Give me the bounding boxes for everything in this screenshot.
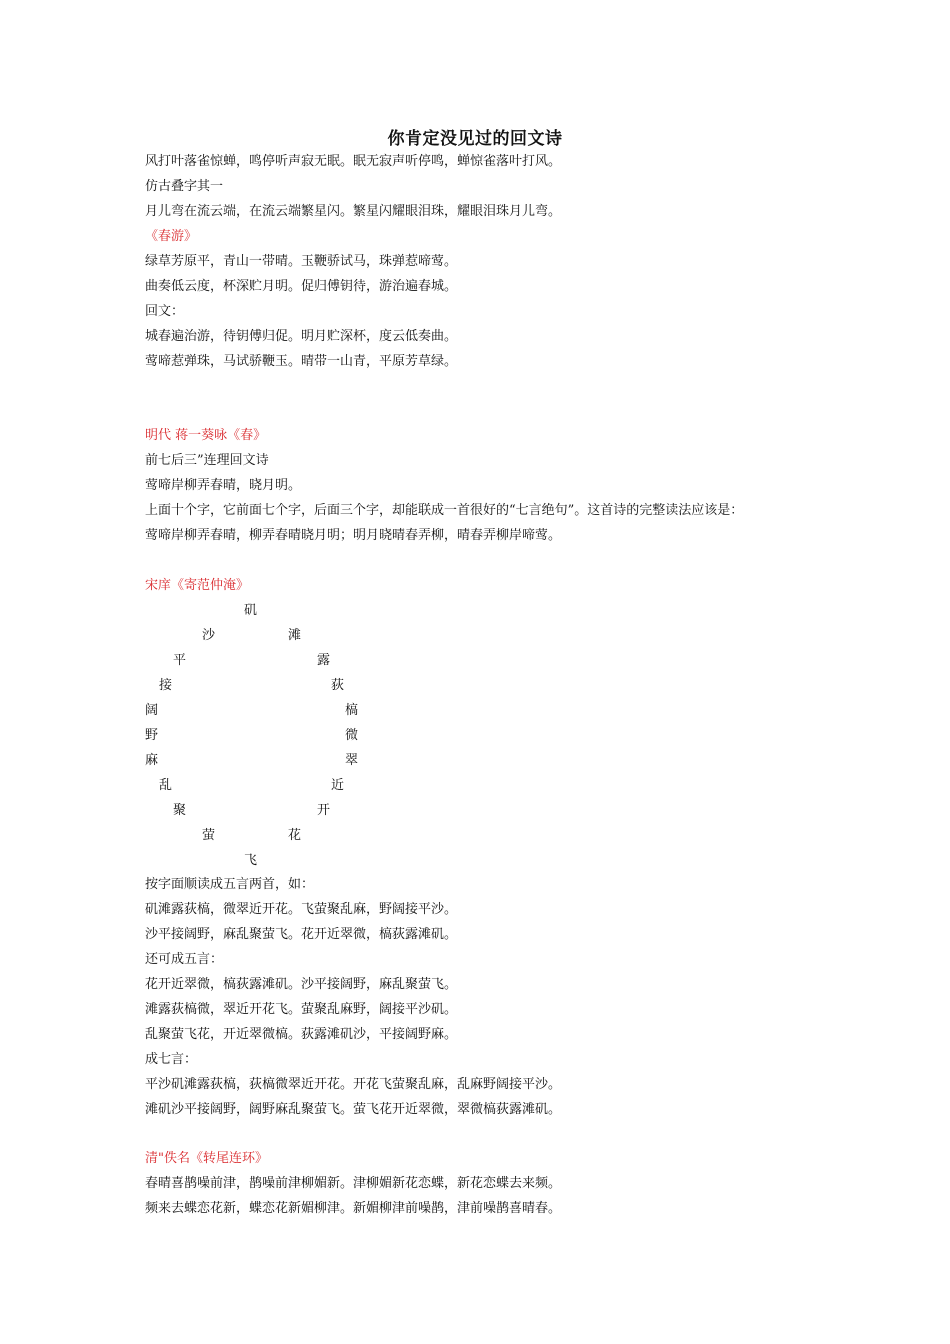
ring-char: 接 — [159, 678, 173, 693]
poem-line: 莺啼岸柳弄春晴，晓月明。 — [145, 478, 302, 493]
section-heading-red: 清"佚名《转尾连环》 — [145, 1151, 268, 1166]
poem-line: 矶滩露荻槁，微翠近开花。飞萤聚乱麻，野阔接平沙。 — [145, 902, 458, 917]
poem-line: 风打叶落雀惊蝉，鸣停听声寂无眠。眠无寂声听停鸣，蝉惊雀落叶打风。 — [145, 154, 562, 169]
ring-char: 滩 — [288, 628, 302, 643]
ring-char: 聚 — [173, 803, 187, 818]
poem-line: 莺啼岸柳弄春晴，柳弄春晴晓月明；明月晓晴春弄柳，晴春弄柳岸啼莺。 — [145, 528, 562, 543]
document-title: 你肯定没见过的回文诗 — [387, 129, 563, 149]
poem-line: 月儿弯在流云端，在流云端繁星闪。繁星闪耀眼泪珠，耀眼泪珠月儿弯。 — [145, 204, 562, 219]
ring-char: 阔 — [145, 703, 159, 718]
poem-line: 平沙矶滩露荻槁，荻槁微翠近开花。开花飞萤聚乱麻，乱麻野阔接平沙。 — [145, 1077, 562, 1092]
ring-char: 飞 — [244, 853, 258, 868]
section-heading-red: 宋庠《寄范仲淹》 — [145, 578, 250, 593]
poem-line: 滩露荻槁微，翠近开花飞。萤聚乱麻野，阔接平沙矶。 — [145, 1002, 458, 1017]
ring-char: 荻 — [331, 678, 345, 693]
ring-char: 沙 — [202, 628, 216, 643]
ring-char: 微 — [345, 728, 359, 743]
label-line: 还可成五言： — [145, 952, 224, 967]
poem-line: 滩矶沙平接阔野，阔野麻乱聚萤飞。萤飞花开近翠微，翠微槁荻露滩矶。 — [145, 1102, 562, 1117]
ring-char: 矶 — [244, 603, 258, 618]
ring-char: 萤 — [202, 828, 216, 843]
ring-char: 露 — [317, 653, 331, 668]
poem-line: 花开近翠微，槁荻露滩矶。沙平接阔野，麻乱聚萤飞。 — [145, 977, 458, 992]
poem-line: 莺啼惹弹珠，马试骄鞭玉。晴带一山青，平原芳草绿。 — [145, 354, 458, 369]
section-heading-red: 明代 蒋一葵咏《春》 — [145, 428, 267, 443]
ring-char: 平 — [173, 653, 187, 668]
explanation-line: 上面十个字，它前面七个字，后面三个字，却能联成一首很好的“七言绝句”。这首诗的完整读法应该是： — [145, 503, 744, 518]
subheading: 前七后三”连理回文诗 — [145, 453, 269, 468]
label-line: 按字面顺读成五言两首，如： — [145, 877, 315, 892]
ring-char: 开 — [317, 803, 331, 818]
poem-line: 频来去蝶恋花新，蝶恋花新媚柳津。新媚柳津前噪鹊，津前噪鹊喜晴春。 — [145, 1201, 562, 1216]
poem-line: 乱聚萤飞花，开近翠微槁。荻露滩矶沙，平接阔野麻。 — [145, 1027, 458, 1042]
poem-line: 曲奏低云度，杯深贮月明。促归傅钥待，游治遍春城。 — [145, 279, 458, 294]
ring-char: 乱 — [159, 778, 173, 793]
ring-char: 花 — [288, 828, 302, 843]
ring-char: 近 — [331, 778, 345, 793]
section-heading-red: 《春游》 — [145, 229, 198, 244]
subheading: 仿古叠字其一 — [145, 179, 224, 194]
poem-line: 沙平接阔野，麻乱聚萤飞。花开近翠微，槁荻露滩矶。 — [145, 927, 458, 942]
ring-char: 麻 — [145, 753, 159, 768]
label-line: 成七言： — [145, 1052, 198, 1067]
ring-char: 野 — [145, 728, 159, 743]
poem-line: 春晴喜鹊噪前津，鹊噪前津柳媚新。津柳媚新花恋蝶，新花恋蝶去来频。 — [145, 1176, 562, 1191]
poem-line: 绿草芳原平，青山一带晴。玉鞭骄试马，珠弹惹啼莺。 — [145, 254, 458, 269]
ring-char: 翠 — [345, 753, 359, 768]
ring-char: 槁 — [345, 703, 359, 718]
label-line: 回文： — [145, 304, 185, 319]
poem-line: 城春遍治游，待钥傅归促。明月贮深杯，度云低奏曲。 — [145, 329, 458, 344]
